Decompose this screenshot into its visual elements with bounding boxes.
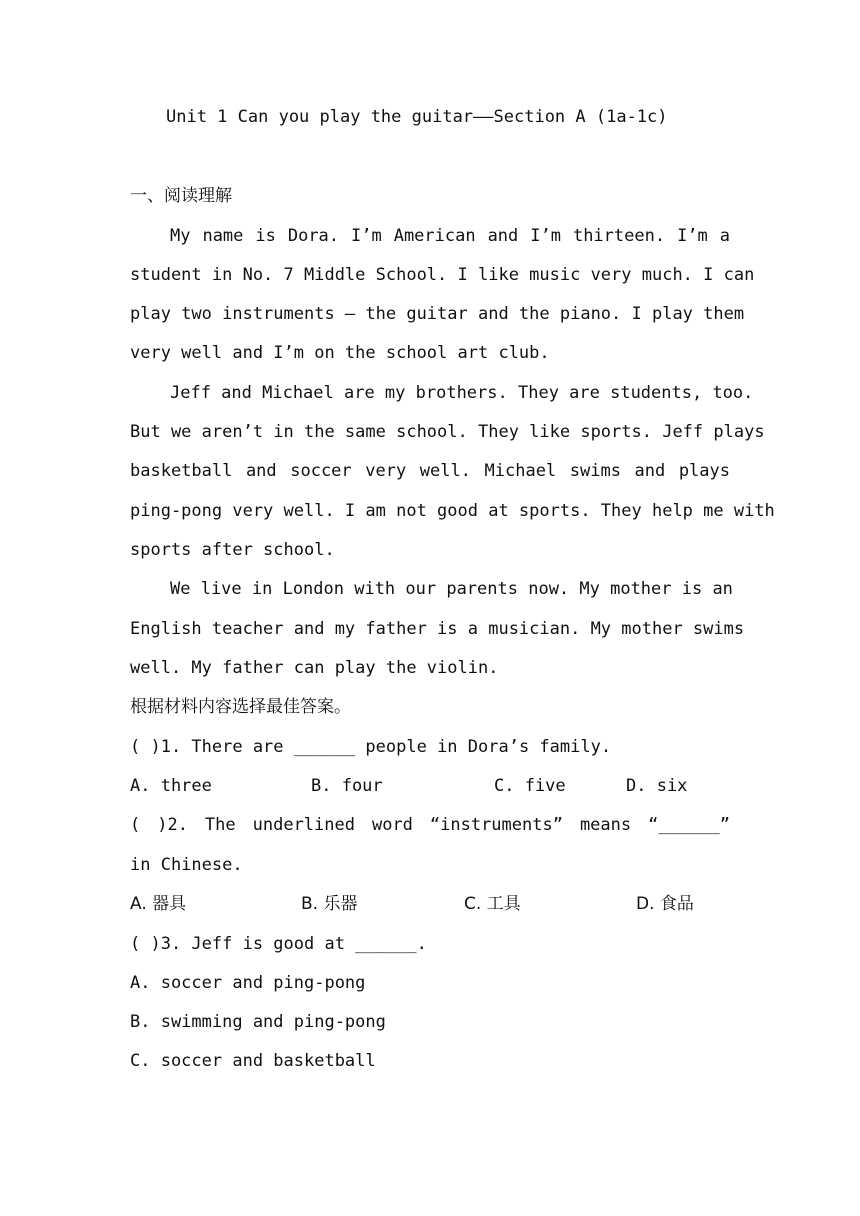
passage-p2-line: basketball and soccer very well. Michael swims and plays — [130, 461, 730, 481]
question-3-stem — [130, 933, 730, 955]
question-1-stem-pre: ( )1. There are — [130, 737, 294, 757]
passage-p2-line: But we aren’t in the same school. They like sports. Jeff plays — [130, 422, 765, 442]
passage-p3-line: English teacher and my father is a musician. My mother swims — [130, 619, 745, 639]
question-2-option-d: D. 食品 — [636, 894, 694, 914]
answer-blank: ______ — [355, 934, 417, 954]
question-3-option-a: A. soccer and ping-pong — [130, 973, 366, 993]
question-2-option-b: B. 乐器 — [301, 894, 358, 914]
instruction-text: 根据材料内容选择最佳答案。 — [130, 697, 351, 717]
passage-p3-line: We live in London with our parents now. My mother is an — [170, 579, 733, 599]
passage-p2-line: Jeff and Michael are my brothers. They are students, too. — [170, 383, 754, 403]
question-1-option-b: B. four — [311, 776, 383, 796]
question-3-stem-post: . — [416, 934, 427, 954]
question-3-option-b: B. swimming and ping-pong — [130, 1012, 386, 1032]
passage-p2-line: ping-pong very well. I am not good at sports. They help me with — [130, 501, 775, 521]
question-1-stem — [130, 736, 730, 758]
question-1-option-c: C. five — [494, 776, 566, 796]
question-2-stem: ( )2. The underlined word “instruments” means “______” — [130, 815, 730, 835]
section-heading: 一、阅读理解 — [130, 186, 232, 206]
question-3-option-c: C. soccer and basketball — [130, 1051, 376, 1071]
passage-p1-line: play two instruments — the guitar and the piano. I play them — [130, 304, 745, 324]
passage-p1-line: student in No. 7 Middle School. I like music very much. I can — [130, 265, 755, 285]
passage-p1-line: My name is Dora. I’m American and I’m thirteen. I’m a — [170, 226, 730, 246]
question-2-stem-cont: in Chinese. — [130, 855, 243, 875]
answer-blank: ______ — [293, 737, 356, 757]
question-1-stem-post: people in Dora’s family. — [355, 737, 612, 757]
question-1-option-d: D. six — [626, 776, 688, 796]
question-2-option-a: A. 器具 — [130, 894, 187, 914]
passage-p1-line: very well and I’m on the school art club. — [130, 343, 550, 363]
passage-p3-line: well. My father can play the violin. — [130, 658, 499, 678]
passage-p2-line: sports after school. — [130, 540, 335, 560]
question-3-stem-pre: ( )3. Jeff is good at — [130, 934, 356, 954]
page-title: Unit 1 Can you play the guitar——Section A (1a-1c) — [166, 107, 668, 127]
question-2-option-c: C. 工具 — [464, 894, 521, 914]
question-1-option-a: A. three — [130, 776, 212, 796]
